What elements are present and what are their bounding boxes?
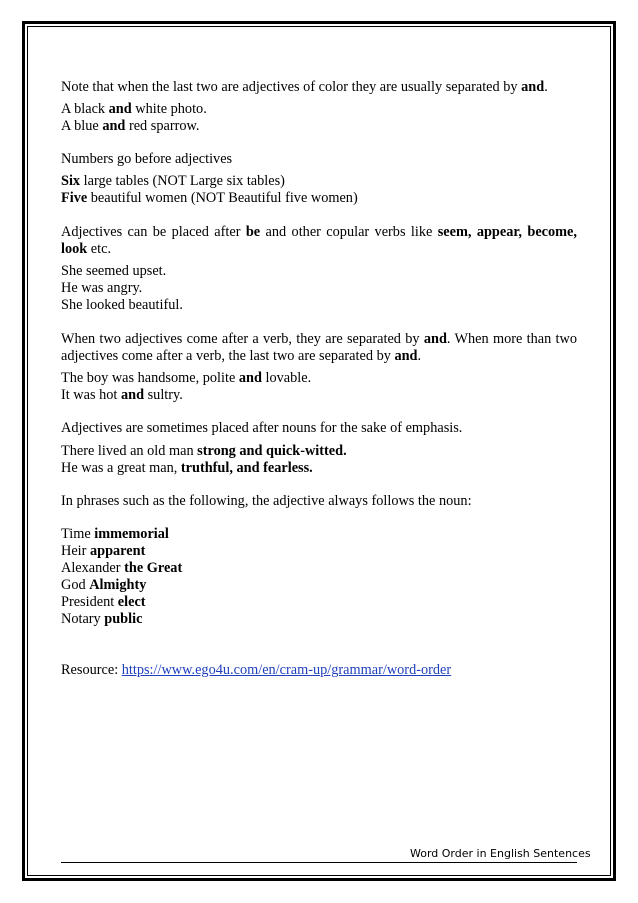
example-line: She looked beautiful. bbox=[61, 296, 183, 313]
color-note: Note that when the last two are adjectives of color they are usually separated by and. bbox=[61, 79, 548, 95]
document-body bbox=[61, 79, 577, 679]
copular-paragraph: Adjectives can be placed after be and other copular verbs like seem, appear, become, look etc. bbox=[61, 223, 577, 257]
example-line: He was a great man, truthful, and fearless. bbox=[61, 459, 313, 476]
phrase-line: Notary public bbox=[61, 611, 143, 628]
footer-title: Word Order in English Sentences bbox=[410, 847, 591, 860]
numbers-heading: Numbers go before adjectives bbox=[61, 151, 233, 168]
example-line: She seemed upset. bbox=[61, 262, 167, 279]
phrases-heading: In phrases such as the following, the adjective always follows the noun: bbox=[61, 492, 472, 509]
example-line: It was hot and sultry. bbox=[61, 387, 183, 404]
phrase-line: Alexander the Great bbox=[61, 559, 183, 576]
example-line: Six large tables (NOT Large six tables) bbox=[61, 173, 285, 190]
two-adjectives-paragraph: When two adjectives come after a verb, they are separated by and. When more than two adjectives come after a verb, the last two are separated by and. bbox=[61, 331, 577, 365]
phrase-line: God Almighty bbox=[61, 577, 147, 594]
phrase-line: Time immemorial bbox=[61, 525, 169, 542]
example-line: He was angry. bbox=[61, 279, 143, 296]
resource-line: Resource: https://www.ego4u.com/en/cram-up/grammar/word-order bbox=[61, 662, 452, 679]
phrase-line: Heir apparent bbox=[61, 542, 146, 559]
example-line: Five beautiful women (NOT Beautiful five women) bbox=[61, 190, 358, 207]
example-line: A blue and red sparrow. bbox=[61, 118, 200, 135]
example-line: The boy was handsome, polite and lovable. bbox=[61, 370, 312, 387]
phrase-line: President elect bbox=[61, 594, 146, 611]
example-line: There lived an old man strong and quick-witted. bbox=[61, 442, 347, 459]
example-line: A black and white photo. bbox=[61, 101, 207, 118]
resource-link[interactable]: https://www.ego4u.com/en/cram-up/grammar/word-order bbox=[121, 662, 452, 679]
emphasis-paragraph: Adjectives are sometimes placed after nouns for the sake of emphasis. bbox=[61, 420, 463, 437]
footer-rule bbox=[61, 862, 577, 863]
